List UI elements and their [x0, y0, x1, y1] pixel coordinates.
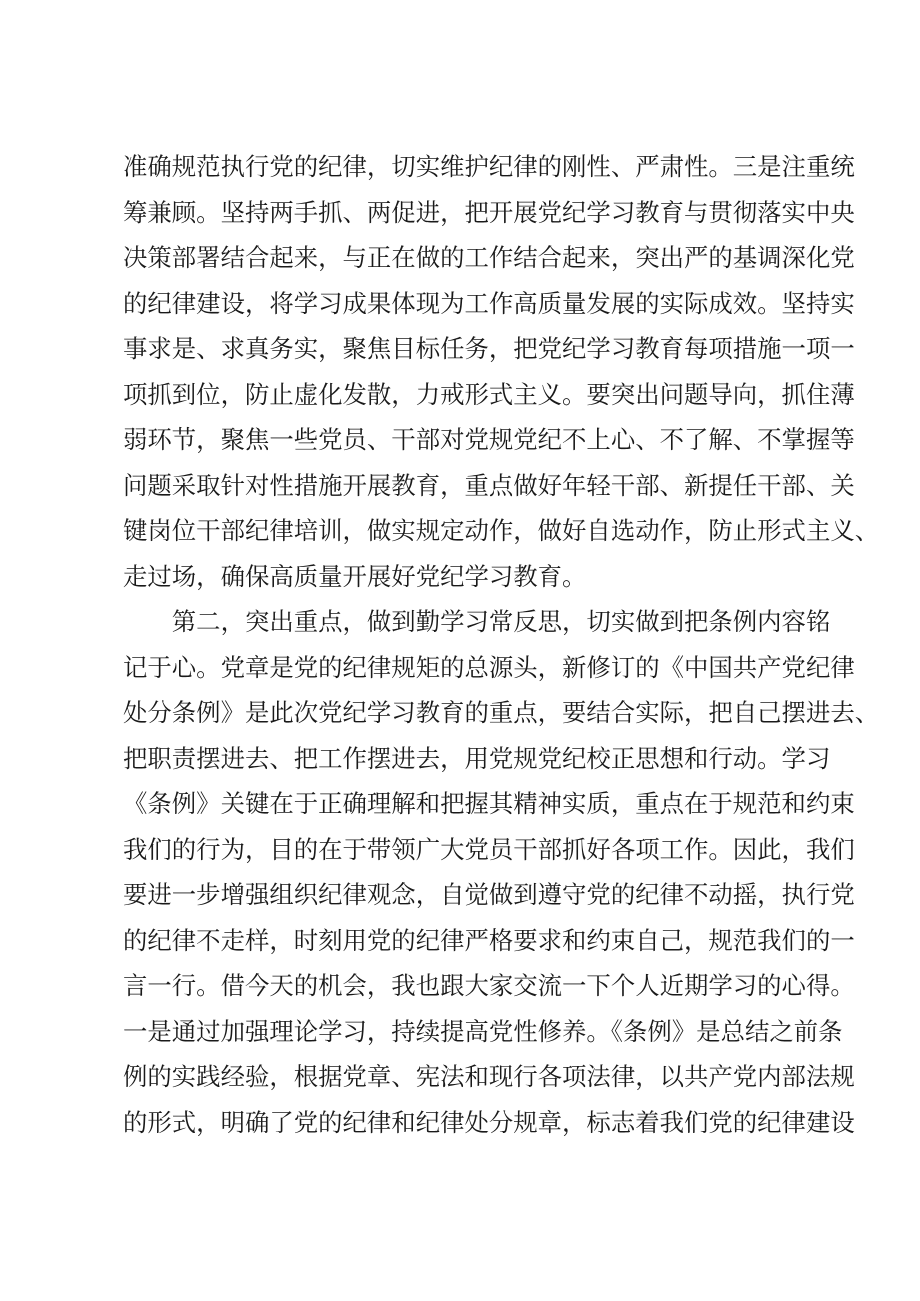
text-line: 处分条例》是此次党纪学习教育的重点，要结合实际，把自己摆进去、: [123, 698, 880, 727]
text-line: 决策部署结合起来，与正在做的工作结合起来，突出严的基调深化党: [123, 243, 855, 272]
text-line: 键岗位干部纪律培训，做实规定动作，做好自选动作，防止形式主义、: [123, 516, 880, 545]
text-line: 我们的行为，目的在于带领广大党员干部抓好各项工作。因此，我们: [123, 834, 855, 864]
text-line: 一是通过加强理论学习，持续提高党性修养。《条例》是总结之前条: [123, 1016, 843, 1046]
paragraph-1: [123, 144, 880, 599]
text-line: 《条例》关键在于正确理解和把握其精神实质，重点在于规范和约束: [123, 789, 855, 818]
text-line: 筹兼顾。坚持两手抓、两促进，把开展党纪学习教育与贯彻落实中央: [123, 197, 855, 227]
text-line: 把职责摆进去、把工作摆进去，用党规党纪校正思想和行动。学习: [123, 743, 831, 773]
text-line: 的形式，明确了党的纪律和纪律处分规章，标志着我们党的纪律建设: [123, 1107, 855, 1137]
text-line: 的纪律不走样，时刻用党的纪律严格要求和约束自己，规范我们的一: [123, 925, 855, 955]
text-line: 要进一步增强组织纪律观念，自觉做到遵守党的纪律不动摇，执行党: [123, 880, 855, 909]
text-line: 项抓到位，防止虚化发散，力戒形式主义。要突出问题导向，抓住薄: [123, 379, 855, 409]
text-line: 弱环节，聚焦一些党员、干部对党规党纪不上心、不了解、不掌握等: [123, 425, 855, 454]
text-line: 的纪律建设，将学习成果体现为工作高质量发展的实际成效。坚持实: [123, 288, 855, 318]
text-line: 准确规范执行党的纪律，切实维护纪律的刚性、严肃性。三是注重统: [123, 152, 855, 181]
text-line: 言一行。借今天的机会，我也跟大家交流一下个人近期学习的心得。: [123, 971, 855, 1000]
text-line: 问题采取针对性措施开展教育，重点做好年轻干部、新提任干部、关: [123, 470, 855, 500]
text-line: 走过场，确保高质量开展好党纪学习教育。: [123, 561, 587, 591]
text-line: 第二，突出重点，做到勤学习常反思，切实做到把条例内容铭: [123, 607, 831, 636]
paragraph-2: [123, 599, 880, 1145]
text-line: 例的实践经验，根据党章、宪法和现行各项法律，以共产党内部法规: [123, 1062, 855, 1091]
body-text: [123, 144, 880, 1145]
text-line: 事求是、求真务实，聚焦目标任务，把党纪学习教育每项措施一项一: [123, 334, 855, 363]
text-line: 记于心。党章是党的纪律规矩的总源头，新修订的《中国共产党纪律: [123, 652, 855, 682]
